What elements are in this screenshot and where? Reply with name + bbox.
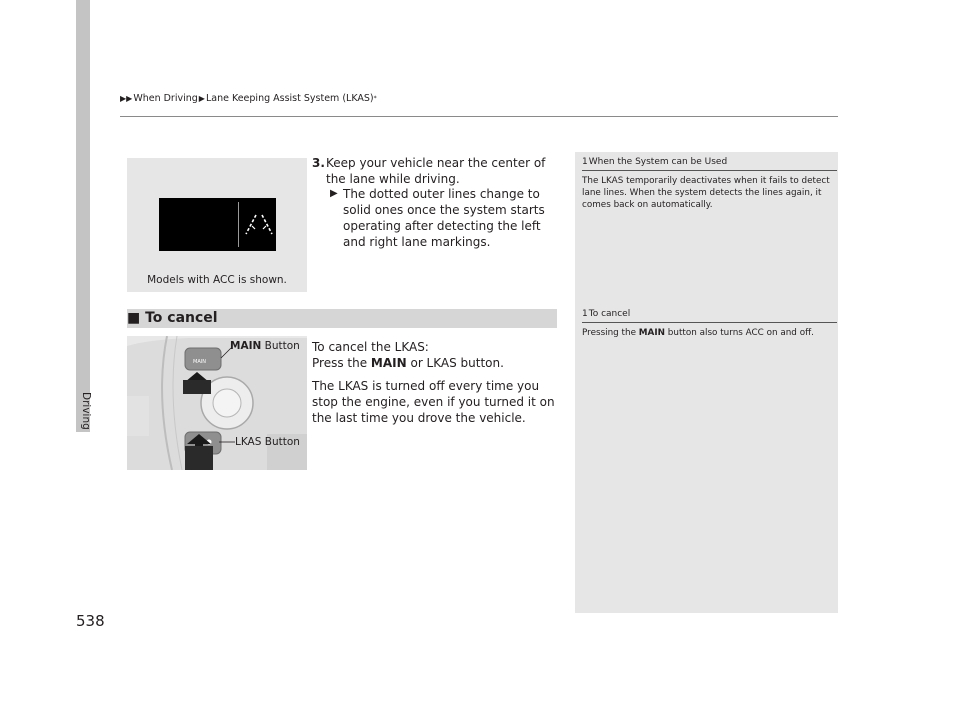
chapter-label: Driving xyxy=(80,392,92,430)
chapter-side-tab xyxy=(76,0,90,432)
triangle-right-icon: ▶ xyxy=(330,188,338,199)
section-title-text: To cancel xyxy=(145,310,218,326)
figure-steering-buttons xyxy=(127,336,307,470)
header-rule xyxy=(120,116,838,117)
cancel-line-2 xyxy=(312,355,557,371)
steering-wheel-illustration xyxy=(127,336,307,470)
figure-lane-display xyxy=(127,158,307,292)
display-divider xyxy=(238,202,239,247)
main-button-callout xyxy=(230,340,300,352)
main-button-text: MAIN xyxy=(193,359,206,365)
note-bold-text: MAIN xyxy=(638,328,665,338)
note-heading-text: When the System can be Used xyxy=(588,157,728,167)
note-marker-icon: 1 xyxy=(582,157,588,167)
lane-lines-icon xyxy=(243,212,275,238)
notes-panel xyxy=(575,152,838,613)
note-heading xyxy=(582,157,727,167)
cancel-paragraph-2: The LKAS is turned off every time you stop the engine, even if you turned it on the last time you drove the vehicle. xyxy=(312,379,555,425)
section-square-icon: ■ xyxy=(127,310,141,326)
step-text: Keep your vehicle near the center of the lane while driving. xyxy=(326,156,546,186)
note-heading xyxy=(582,309,630,319)
note-body xyxy=(582,327,832,339)
breadcrumb xyxy=(120,93,377,104)
lkas-button-callout: LKAS Button xyxy=(235,436,300,448)
note-rule xyxy=(582,322,837,323)
note-body: The LKAS temporarily deactivates when it fails to detect lane lines. When the system detects the lines again, it comes back on automatically. xyxy=(582,176,830,210)
section-title xyxy=(127,309,218,328)
para-bold-text: MAIN xyxy=(370,356,407,370)
breadcrumb-item-lkas[interactable]: Lane Keeping Assist System (LKAS) xyxy=(205,93,374,104)
para-text: or LKAS button. xyxy=(406,356,504,370)
figure-caption: Models with ACC is shown. xyxy=(147,274,287,286)
breadcrumb-asterisk: * xyxy=(373,95,377,102)
triangle-right-icon: ▶▶ xyxy=(120,94,133,103)
triangle-right-icon: ▶ xyxy=(198,94,205,103)
para-text: Press the xyxy=(312,356,371,370)
lane-display-screen xyxy=(159,198,276,251)
note-rule xyxy=(582,170,837,171)
result-text: The dotted outer lines change to solid ones once the system starts operating after detecting the left and right lane markings. xyxy=(343,187,545,249)
callout-bold-text: MAIN xyxy=(230,340,262,352)
note-text: Pressing the xyxy=(582,328,639,338)
step-number: 3. xyxy=(312,156,325,170)
callout-text: Button xyxy=(261,340,300,352)
note-text: button also turns ACC on and off. xyxy=(665,328,814,338)
cancel-line-1: To cancel the LKAS: xyxy=(312,340,429,354)
breadcrumb-item-when-driving[interactable]: When Driving xyxy=(133,93,198,104)
note-heading-text: To cancel xyxy=(588,309,631,319)
note-marker-icon: 1 xyxy=(582,309,588,319)
page-number: 538 xyxy=(76,612,105,630)
